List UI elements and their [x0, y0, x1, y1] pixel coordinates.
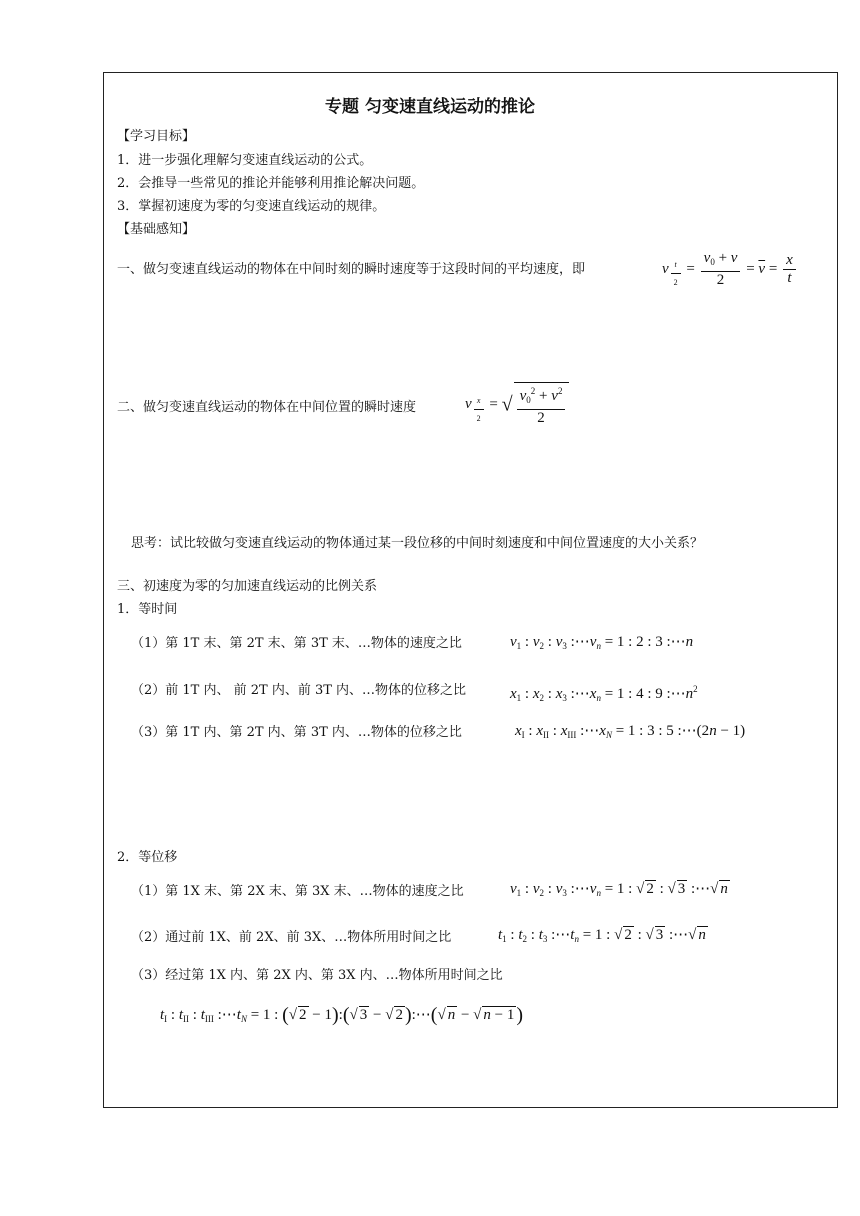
equal-time-p1: （1）第 1T 末、第 2T 末、第 3T 末、…物体的速度之比 — [131, 636, 462, 651]
formula-velocity-ratio: $v_1$ : $v_2$ : $v_3$ $:\cdots v_n = 1$ : 2 : 3 :⋯n — [510, 634, 694, 651]
objectives-heading: 【学习目标】 — [117, 129, 196, 144]
item-1-text: 一、做匀变速直线运动的物体在中间时刻的瞬时速度等于这段时间的平均速度，即 — [117, 262, 586, 277]
objective-2: 2．会推导一些常见的推论并能够利用推论解决问题。 — [117, 176, 425, 191]
formula-interval-time-ratio: $t_I$ : $t_{II}$ : $t_{III}$ $:\cdots t_N = 1$ : (√ 2 − 1):(√ 3 − √ 2 ):⋯(√ n − √ n − 1 ) — [160, 1004, 524, 1026]
equal-time-p2: （2）前 1T 内、 前 2T 内、前 3T 内、…物体的位移之比 — [131, 683, 467, 698]
equal-disp-p2: （2）通过前 1X、前 2X、前 3X、…物体所用时间之比 — [131, 930, 452, 945]
equal-displacement-heading: 2．等位移 — [117, 850, 178, 865]
objective-1: 1．进一步强化理解匀变速直线运动的公式。 — [117, 153, 373, 168]
equal-disp-p3: （3）经过第 1X 内、第 2X 内、第 3X 内、…物体所用时间之比 — [131, 968, 503, 983]
formula-mid-time-velocity: v $_{\frac{t}{2}}$ = $\frac{v_0 + v}{2}$ = $\overline{v}$ = $\frac{x}{t}$ — [662, 250, 798, 291]
formula-displacement-ratio: $x_1$ : $x_2$ : $x_3$ $:\cdots x_n = 1$ : 4 : 9 $:\cdots n^2$ — [510, 684, 698, 703]
item-2-text: 二、做匀变速直线运动的物体在中间位置的瞬时速度 — [117, 400, 417, 415]
equal-disp-p1: （1）第 1X 末、第 2X 末、第 3X 末、…物体的速度之比 — [131, 884, 464, 899]
think-question: 思考：试比较做匀变速直线运动的物体通过某一段位移的中间时刻速度和中间位置速度的大小关系？ — [131, 536, 704, 551]
formula-time-sqrt-ratio: $t_1$ : $t_2$ : $t_3$ $:\cdots t_n = 1$ : √ 2 : √ 3 :⋯√ n — [498, 927, 706, 944]
objective-3: 3．掌握初速度为零的匀变速直线运动的规律。 — [117, 199, 386, 214]
formula-interval-displacement-ratio: $x_I$ : $x_{II}$ : $x_{III}$ $:\cdots x_N = 1$ : 3 : 5 :⋯(2n − 1) — [515, 723, 746, 740]
page-title: 专题 匀变速直线运动的推论 — [325, 97, 535, 117]
formula-velocity-sqrt-ratio: $v_1$ : $v_2$ : $v_3$ $:\cdots v_n = 1$ : √ 2 : √ 3 :⋯√ n — [510, 881, 728, 898]
equal-time-heading: 1．等时间 — [117, 602, 178, 617]
formula-mid-position-velocity: v $_{\frac{x}{2}}$ = √ $\frac{v_0^2 + v^2}{2}$ — [465, 382, 569, 427]
equal-time-p3: （3）第 1T 内、第 2T 内、第 3T 内、…物体的位移之比 — [131, 725, 462, 740]
item-3-heading: 三、初速度为零的匀加速直线运动的比例关系 — [117, 579, 378, 594]
basics-heading: 【基础感知】 — [117, 222, 196, 237]
